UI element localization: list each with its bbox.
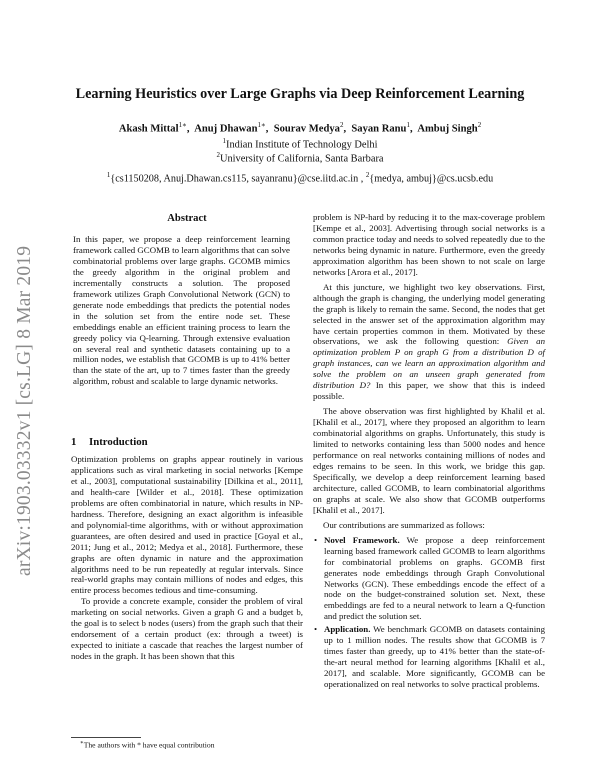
contribution-text: We propose a deep reinforcement learning based framework called GCOMB to learn algorithms for combinatorial problems on graphs. GCOMB first generates node embeddings through Graph Convolutional Networks (GCN). These embeddings encode the effect of a node on the budget-constrained solution set. Next, these embeddings are fed to a neural network to learn a Q-function and predict the solution set. <box>324 534 545 622</box>
paragraph: Our contributions are summarized as follows: <box>323 519 485 530</box>
affiliation-mark: 1 <box>222 137 227 145</box>
section-number: 1 <box>71 436 77 448</box>
email-group: {medya, ambuj}@cs.ucsb.edu <box>369 173 494 185</box>
section-heading <box>71 436 148 448</box>
abstract-text: In this paper, we propose a deep reinforcement learning framework called GCOMB to learn algorithms that can solve combinatorial problems over large graphs. GCOMB mimics the greedy algorithm in the original problem and incrementally constructs a solution. The proposed framework utilizes Graph Convolutional Network (GCN) to generate node embeddings that predicts the potential nodes in the solution set from the entire node set. These embeddings enable an efficient training process to learn the greedy policy via Q-learning. Through extensive evaluation on several real and synthetic datasets containing up to a million nodes, we establish that GCOMB is up to 41% better than the state of the art, up to 7 times faster than the greedy algorithm, robust and scalable to large dynamic networks. <box>73 234 290 387</box>
paragraph-text: At this juncture, we highlight two key observations. First, although the graph is changing, the underlying model generating the graph is likely to remain the same. Second, the nodes that get selected in the answer set of the approximation algorithm may have certain properties common in them. Motivated by these observations, we ask the following question: <box>313 281 545 347</box>
bullet-icon: • <box>314 534 318 545</box>
paragraph: problem is NP-hard by reducing it to the max-coverage problem [Kempe et al., 2003]. Advertising through social networks is a common practice today and needs to solved repeatedly due to the networks being dynamic in nature. Furthermore, even the greedy approximation algorithm has been shown to not scale on large networks [Arora et al., 2017]. <box>313 212 545 277</box>
author-mark: 1∗ <box>257 121 266 129</box>
author-name: Akash Mittal <box>118 123 179 135</box>
paragraph: Optimization problems on graphs appear routinely in various applications such as viral marketing in social networks [Kempe et al., 2003], computational sustainability [Dilkina et al., 2011], and health-care [Wilder et al., 2018]. These optimization problems are often combinatorial in nature, which results in NP-hardness. Therefore, designing an exact algorithm is infeasible and polynomial-time algorithms, with or without approximation guarantees, are often desired and used in practice [Goyal et al., 2011; Jung et al., 2012; Medya et al., 2018]. Furthermore, these graphs are often dynamic in nature and the approximation algorithms need to be run repeatedly at regular intervals. Since real-world graphs may contain millions of nodes and edges, this entire process becomes tedious and time-consuming. <box>71 454 303 596</box>
email-mark: 1 <box>106 171 111 179</box>
author-list: Akash Mittal$^{1∗}$, Anuj Dhawan$^{1∗}$, Sourav Medya$^2$, Sayan Ranu$^1$, Ambuj Singh$^2$ <box>118 121 482 135</box>
abstract-heading: Abstract <box>167 213 207 224</box>
arxiv-identifier: arXiv:1903.03332v1 [cs.LG] 8 Mar 2019 <box>14 245 35 576</box>
intro-column <box>71 454 303 662</box>
list-item <box>313 535 545 623</box>
affiliation-text: Indian Institute of Technology Delhi <box>226 139 378 151</box>
author-mark: 2 <box>339 121 344 129</box>
email-group: {cs1150208, Anuj.Dhawan.cs115, sayanranu}@cse.iitd.ac.in <box>110 173 359 185</box>
section-title: Introduction <box>89 436 148 448</box>
affiliation-mark: 2 <box>216 151 220 159</box>
right-column <box>313 212 545 692</box>
affiliation <box>0 137 600 150</box>
footnote-text: The authors with * have equal contribution <box>83 740 215 750</box>
paragraph: The above observation was first highlighted by Khalil et al. [Khalil et al., 2017], where they proposed an algorithm to learn combinatorial algorithms on graphs. Unfortunately, this study is limited to networks containing less than 5000 nodes and hence performance on real networks containing millions of nodes and edges remains to be seen. In this work, we bridge this gap. Specifically, we develop a deep reinforcement learning based architecture, called GCOMB, to learn combinatorial algorithms on graphs at scale. We also show that GCOMB outperforms [Khalil et al., 2017]. <box>313 406 545 515</box>
author-name: Sourav Medya <box>273 123 340 135</box>
author-emails: $^1${cs1150208, Anuj.Dhawan.cs115, sayanranu}@cse.iitd.ac.in , $^2${medya, ambuj}@cs.ucsb.edu <box>106 171 494 185</box>
contribution-lead: Novel Framework. <box>324 534 400 545</box>
contribution-text: We benchmark GCOMB on datasets containing up to 1 million nodes. The results show that GCOMB is 7 times faster than greedy, up to 41% better than the state-of-the-art neural method for learning algorithms [Khalil et al., 2017], and scalable. More significantly, GCOMB can be operationalized on real networks to solve practical problems. <box>324 624 545 690</box>
paragraph-text: In this paper, we show that this is indeed possible. <box>313 380 545 402</box>
author-name: Anuj Dhawan <box>194 123 258 135</box>
footnote-mark: ∗ <box>80 740 84 746</box>
email-mark: 2 <box>365 171 370 179</box>
paragraph: To provide a concrete example, consider the problem of viral marketing on social networks. Given a graph G and a budget b, the goal is to select b nodes (users) from the graph such that their endorsement of a certain product (ex: through a tweet) is expected to initiate a cascade that reaches the largest number of nodes in the graph. It has been shown that this <box>71 596 303 662</box>
contribution-lead: Application. <box>324 624 371 635</box>
author-mark: 1∗ <box>178 121 187 129</box>
list-item <box>313 624 545 690</box>
footnote <box>80 740 215 750</box>
research-question: Given an optimization problem P on graph G from a distribution D of graph instances, can we learn an approximation algorithm and solve the problem on an unseen graph generated from distribution D? <box>313 336 545 391</box>
author-name: Sayan Ranu <box>351 123 407 135</box>
bullet-icon: • <box>314 624 318 635</box>
contribution-list <box>313 535 545 690</box>
footnote-rule <box>71 737 141 738</box>
author-name: Ambuj Singh <box>417 123 478 135</box>
author-mark: 2 <box>477 121 482 129</box>
author-mark: 1 <box>406 121 410 129</box>
paragraph <box>313 282 545 402</box>
affiliation-text: University of California, Santa Barbara <box>219 153 384 165</box>
affiliation <box>0 151 600 164</box>
paper-title: Learning Heuristics over Large Graphs via Deep Reinforcement Learning <box>75 86 525 102</box>
